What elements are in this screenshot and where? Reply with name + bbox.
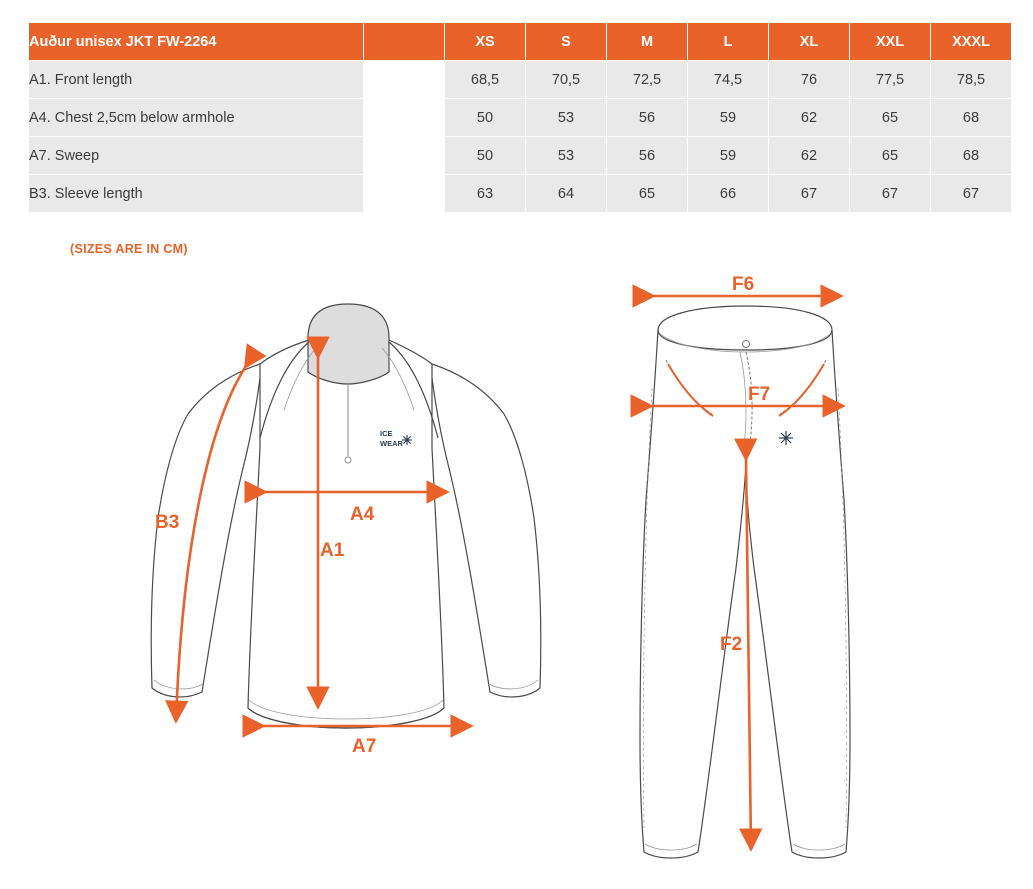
label-f7: F7	[748, 384, 771, 405]
measurement-value: 62	[769, 137, 850, 175]
table-row	[29, 137, 1012, 175]
table-title-cell: Auður unisex JKT FW-2264	[29, 23, 364, 61]
front-length-measure	[318, 356, 345, 706]
measurement-value: 67	[769, 175, 850, 213]
label-f2: F2	[720, 634, 743, 655]
table-row	[29, 61, 1012, 99]
table-row	[29, 175, 1012, 213]
size-header-l: L	[688, 23, 769, 61]
brand-logo	[380, 429, 412, 448]
measurement-value: 65	[850, 137, 931, 175]
brand-line-1: ICE	[380, 429, 393, 438]
measurement-value: 65	[607, 175, 688, 213]
measurement-value: 62	[769, 99, 850, 137]
label-a4: A4	[350, 504, 375, 525]
table-header-gap-cell	[364, 23, 445, 61]
table-body	[29, 61, 1012, 213]
row-gap-cell	[364, 61, 445, 99]
size-chart-table	[28, 22, 1012, 213]
measurement-label: A4. Chest 2,5cm below armhole	[29, 99, 364, 137]
measurement-value: 50	[445, 137, 526, 175]
measurement-value: 70,5	[526, 61, 607, 99]
measurement-label: A7. Sweep	[29, 137, 364, 175]
measurement-value: 56	[607, 137, 688, 175]
size-header-xs: XS	[445, 23, 526, 61]
measurement-value: 78,5	[931, 61, 1012, 99]
row-gap-cell	[364, 175, 445, 213]
measurement-value: 53	[526, 137, 607, 175]
jacket-outline	[151, 304, 541, 728]
measurement-value: 53	[526, 99, 607, 137]
size-header-xxl: XXL	[850, 23, 931, 61]
measurement-value: 65	[850, 99, 931, 137]
measurement-value: 59	[688, 137, 769, 175]
size-header-m: M	[607, 23, 688, 61]
row-gap-cell	[364, 99, 445, 137]
measurement-value: 67	[931, 175, 1012, 213]
measurement-value: 77,5	[850, 61, 931, 99]
size-chart-table-container	[28, 22, 1005, 213]
size-header-s: S	[526, 23, 607, 61]
table-header	[29, 23, 1012, 61]
waist-measure	[652, 274, 840, 296]
measurement-value: 74,5	[688, 61, 769, 99]
jacket-diagram	[110, 268, 570, 878]
measurement-value: 59	[688, 99, 769, 137]
snowflake-icon	[402, 435, 412, 445]
snowflake-icon	[779, 431, 793, 445]
table-header-row	[29, 23, 1012, 61]
label-a7: A7	[352, 736, 377, 757]
chest-measure	[264, 492, 446, 525]
label-b3: B3	[155, 512, 180, 533]
size-header-xl: XL	[769, 23, 850, 61]
measurement-value: 56	[607, 99, 688, 137]
size-header-xxxl: XXXL	[931, 23, 1012, 61]
pants-outline	[640, 306, 850, 858]
measurement-value: 67	[850, 175, 931, 213]
measurement-value: 63	[445, 175, 526, 213]
measurement-value: 68	[931, 99, 1012, 137]
measurement-value: 72,5	[607, 61, 688, 99]
diagram-area	[0, 268, 1033, 883]
units-note: (SIZES ARE IN CM)	[70, 242, 188, 256]
measurement-label: A1. Front length	[29, 61, 364, 99]
label-a1: A1	[320, 540, 345, 561]
row-gap-cell	[364, 137, 445, 175]
label-f6: F6	[732, 274, 755, 295]
measurement-value: 66	[688, 175, 769, 213]
pants-diagram	[600, 268, 930, 878]
measurement-value: 68,5	[445, 61, 526, 99]
sleeve-length-measure	[155, 366, 246, 720]
sweep-measure	[262, 726, 470, 757]
measurement-label: B3. Sleeve length	[29, 175, 364, 213]
measurement-value: 50	[445, 99, 526, 137]
measurement-value: 68	[931, 137, 1012, 175]
inseam-measure	[720, 458, 751, 848]
measurement-value: 64	[526, 175, 607, 213]
measurement-value: 76	[769, 61, 850, 99]
brand-line-2: WEAR	[380, 439, 403, 448]
table-row	[29, 99, 1012, 137]
